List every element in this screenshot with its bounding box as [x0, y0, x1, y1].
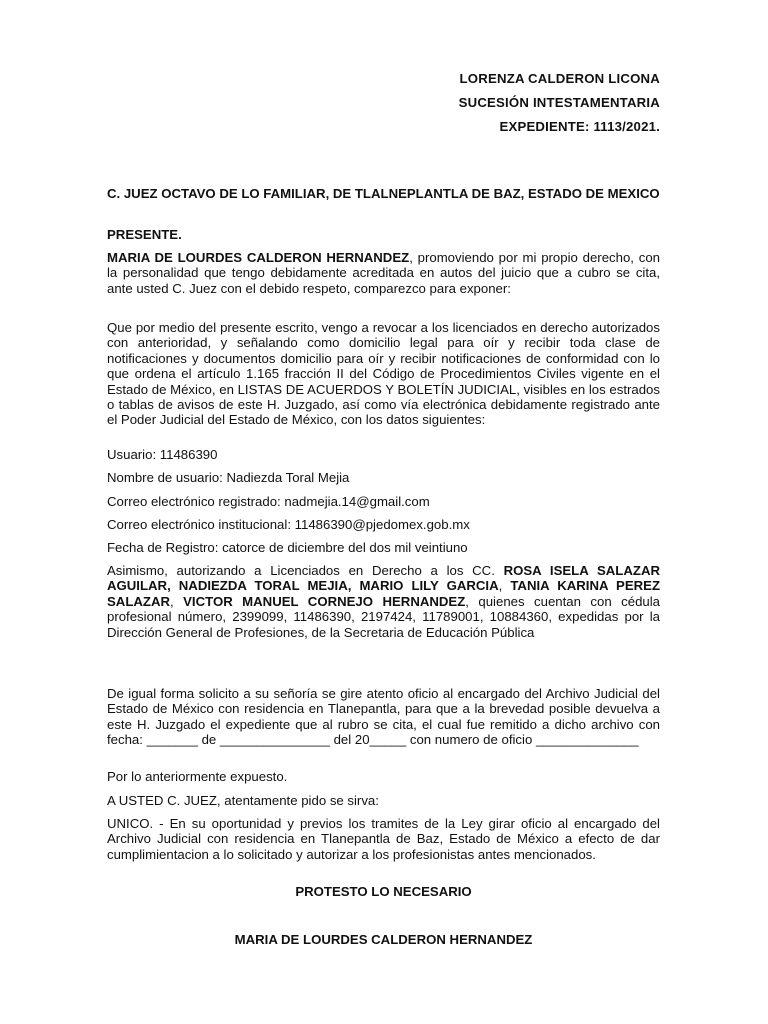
- authorized-names-1: ROSA ISELA SALAZAR AGUILAR, NADIEZDA TORAL MEJIA, MARIO LILY GARCIA: [107, 563, 660, 594]
- revoke-paragraph: Que por medio del presente escrito, vengo a revocar a los licenciados en derecho autorizados con anterioridad, y señalando como domicilio legal para oír y recibir toda clase de notificaciones y documentos domicilio para oír y recibir notificaciones de conformidad con lo que ordena el artículo 1.165 fracción II del Código de Procedimientos Civiles vigente en el Estado de México, en LISTAS DE ACUERDOS Y BOLETÍN JUDICIAL, visibles en los estrados o tablas de avisos de este H. Juzgado, así como vía electrónica debidamente registrado ante el Poder Judicial del Estado de México, con los datos siguientes:: [107, 320, 660, 428]
- authorization-lead: Asimismo, autorizando a Licenciados en Derecho a los CC.: [107, 563, 504, 578]
- separator: ,: [170, 593, 184, 609]
- registration-date: Fecha de Registro: catorce de diciembre del dos mil veintiuno: [107, 540, 468, 555]
- authorization-rest: , quienes cuentan con cédula profesional número, 2399099, 11486390, 2197424, 11789001, 10884360, expedidas por la Dirección General de Profesiones, de la Secretaria de Educación Pública: [107, 593, 660, 640]
- intro-text: , promoviendo por mi propio derecho, con la personalidad que tengo debidamente acreditada en autos del juicio que a cubro se cita, ante usted C. Juez con el debido respeto, comparezco para exponer:: [107, 250, 661, 296]
- archive-paragraph: De igual forma solicito a su señoría se gire atento oficio al encargado del Archivo Judicial del Estado de México con residencia en Tlanepantla, para que a la brevedad posible devuelva a este H. Juzgado el expediente que al rubro se cita, el cual fue remitido a dicho archivo con fecha: _______ de _______________ del 20_____ con numero de oficio ______________: [107, 686, 660, 748]
- unico-paragraph: UNICO. - En su oportunidad y previos los tramites de la Ley girar oficio al encargado del Archivo Judicial con residencia en Tlanepantla de Baz, Estado de México a efecto de dar cumplimientacion a lo solicitado y autorizar a los profesionistas antes mencionados.: [107, 816, 660, 862]
- header-party: LORENZA CALDERON LICONA: [459, 71, 660, 86]
- registration-institutional-email: Correo electrónico institucional: 11486390@pjedomex.gob.mx: [107, 517, 470, 532]
- authorized-names-3: VICTOR MANUEL CORNEJO HERNANDEZ: [183, 593, 466, 609]
- protesto: PROTESTO LO NECESARIO: [295, 884, 472, 899]
- closing-expuesto: Por lo anteriormente expuesto.: [107, 769, 288, 784]
- registration-user: Usuario: 11486390: [107, 447, 218, 462]
- signature-name: MARIA DE LOURDES CALDERON HERNANDEZ: [234, 932, 533, 947]
- presente: PRESENTE.: [107, 227, 182, 242]
- promovente-name: MARIA DE LOURDES CALDERON HERNANDEZ: [107, 250, 410, 265]
- authorization-paragraph: [107, 563, 660, 640]
- intro-paragraph: [107, 250, 660, 296]
- addressee: C. JUEZ OCTAVO DE LO FAMILIAR, DE TLALNEPLANTLA DE BAZ, ESTADO DE MEXICO: [107, 186, 660, 201]
- authorized-names-2: TANIA KARINA PEREZ SALAZAR: [107, 578, 661, 609]
- header-matter: SUCESIÓN INTESTAMENTARIA: [458, 95, 660, 110]
- closing-request: A USTED C. JUEZ, atentamente pido se sirva:: [107, 793, 379, 808]
- registration-email: Correo electrónico registrado: nadmejia.14@gmail.com: [107, 494, 430, 509]
- header-file-number: EXPEDIENTE: 1113/2021.: [499, 119, 660, 134]
- separator: ,: [498, 578, 511, 594]
- registration-username: Nombre de usuario: Nadiezda Toral Mejia: [107, 470, 350, 485]
